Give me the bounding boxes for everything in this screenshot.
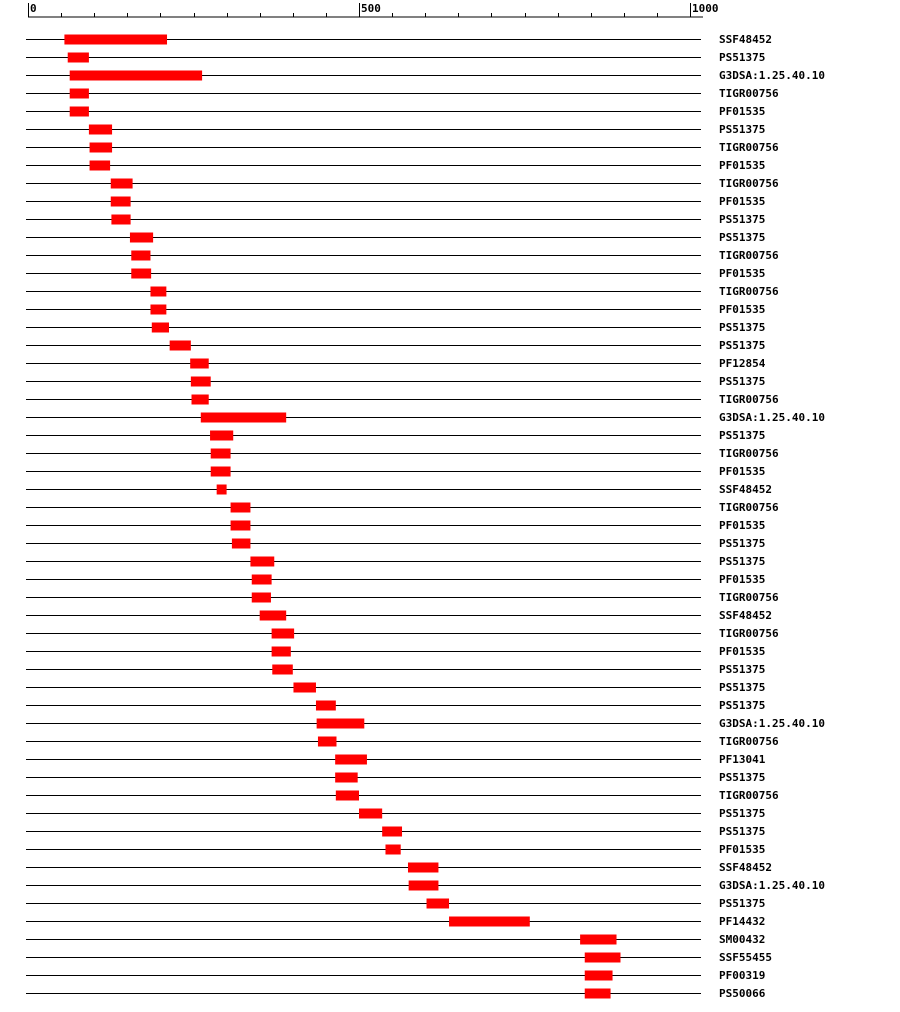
track-label: PF01535	[719, 267, 766, 280]
track-label: PF13041	[719, 753, 766, 766]
domain-bar	[359, 809, 382, 819]
domain-bar	[252, 575, 272, 585]
domain-track-row	[26, 87, 779, 100]
domain-bar	[382, 827, 402, 837]
domain-track-row	[26, 987, 766, 1000]
domain-track-row	[26, 735, 779, 748]
track-label: TIGR00756	[719, 87, 779, 100]
domain-track-row	[26, 663, 765, 676]
domain-bar	[90, 161, 111, 171]
domain-bar	[170, 341, 191, 351]
domain-bar	[316, 701, 336, 711]
track-label: PF01535	[719, 645, 766, 658]
track-label: TIGR00756	[719, 285, 779, 298]
domain-bar	[89, 125, 112, 135]
track-label: PF01535	[719, 159, 766, 172]
domain-bar	[130, 233, 153, 243]
domain-bar	[68, 53, 89, 63]
domain-track-row	[26, 627, 779, 640]
domain-track-row	[26, 231, 765, 244]
domain-bar	[385, 845, 400, 855]
domain-bar	[201, 413, 286, 423]
domain-track-row	[26, 249, 779, 262]
domain-bar	[131, 251, 150, 261]
domain-bar	[211, 449, 231, 459]
domain-bar	[192, 395, 209, 405]
domain-track-row	[26, 933, 765, 946]
domain-track-row	[26, 843, 765, 856]
domain-bar	[272, 647, 291, 657]
domain-track-row	[26, 141, 779, 154]
domain-track-row	[26, 699, 765, 712]
domain-bar	[336, 791, 359, 801]
track-label: TIGR00756	[719, 789, 779, 802]
track-label: TIGR00756	[719, 735, 779, 748]
track-label: PF01535	[719, 105, 766, 118]
domain-bar	[211, 467, 231, 477]
domain-bar	[210, 431, 233, 441]
domain-bar	[317, 719, 365, 729]
domain-bar	[231, 503, 251, 513]
domain-track-row	[26, 339, 765, 352]
domain-bar	[252, 593, 271, 603]
domain-track-row	[26, 195, 765, 208]
track-label: PS51375	[719, 807, 766, 820]
domain-track-row	[26, 483, 772, 496]
track-label: SM00432	[719, 933, 766, 946]
domain-track-row	[26, 303, 765, 316]
domain-bar	[585, 989, 611, 999]
track-label: PS51375	[719, 681, 766, 694]
domain-track-row	[26, 861, 772, 874]
track-label: TIGR00756	[719, 627, 779, 640]
track-label: PS51375	[719, 771, 766, 784]
domain-bar	[318, 737, 337, 747]
track-label: G3DSA:1.25.40.10	[719, 717, 825, 730]
domain-track-row	[26, 519, 765, 532]
domain-track-row	[26, 69, 825, 82]
track-label: PS51375	[719, 231, 766, 244]
domain-track-row	[26, 717, 825, 730]
domain-track-row	[26, 591, 779, 604]
track-label: SSF48452	[719, 861, 772, 874]
domain-tracks	[26, 33, 825, 1000]
domain-bar	[232, 539, 251, 549]
domain-track-row	[26, 879, 825, 892]
domain-track-row	[26, 807, 765, 820]
domain-bar	[150, 305, 166, 315]
domain-track-row	[26, 537, 765, 550]
domain-track-row	[26, 789, 779, 802]
domain-track-row	[26, 285, 779, 298]
domain-bar	[70, 89, 89, 99]
domain-bar	[111, 179, 133, 189]
domain-bar	[131, 269, 151, 279]
domain-bar	[293, 683, 316, 693]
track-label: PF01535	[719, 573, 766, 586]
domain-track-row	[26, 375, 765, 388]
domain-bar	[111, 215, 130, 225]
track-label: G3DSA:1.25.40.10	[719, 411, 825, 424]
domain-track-row	[26, 411, 825, 424]
domain-bar	[409, 881, 439, 891]
track-label: PS51375	[719, 123, 766, 136]
track-label: PS51375	[719, 897, 766, 910]
track-label: TIGR00756	[719, 501, 779, 514]
track-label: PS51375	[719, 555, 766, 568]
track-label: PS51375	[719, 51, 766, 64]
track-label: PS51375	[719, 375, 766, 388]
domain-track-row	[26, 969, 765, 982]
domain-track-row	[26, 51, 765, 64]
domain-track-row	[26, 609, 772, 622]
domain-track-row	[26, 321, 765, 334]
domain-bar	[90, 143, 113, 153]
track-label: PS51375	[719, 537, 766, 550]
track-label: TIGR00756	[719, 591, 779, 604]
domain-bar	[408, 863, 438, 873]
domain-bar	[150, 287, 166, 297]
domain-bar	[190, 359, 209, 369]
domain-bar	[70, 107, 89, 117]
track-label: SSF48452	[719, 33, 772, 46]
domain-bar	[585, 953, 621, 963]
track-label: PF14432	[719, 915, 766, 928]
domain-track-row	[26, 825, 765, 838]
domain-bar	[191, 377, 211, 387]
domain-track-row	[26, 465, 765, 478]
track-label: PS51375	[719, 825, 766, 838]
tick-label: 500	[361, 2, 381, 15]
track-label: TIGR00756	[719, 447, 779, 460]
domain-track-row	[26, 771, 765, 784]
track-label: PF01535	[719, 465, 766, 478]
track-label: PF01535	[719, 843, 766, 856]
domain-bar	[272, 629, 295, 639]
domain-bar	[585, 971, 613, 981]
domain-bar	[64, 35, 167, 45]
domain-bar	[152, 323, 169, 333]
domain-track-row	[26, 393, 779, 406]
domain-track-row	[26, 897, 765, 910]
track-label: TIGR00756	[719, 249, 779, 262]
track-label: PF12854	[719, 357, 766, 370]
domain-bar	[335, 773, 358, 783]
domain-track-row	[26, 501, 779, 514]
domain-bar	[217, 485, 227, 495]
track-label: PS50066	[719, 987, 766, 1000]
track-label: PS51375	[719, 429, 766, 442]
domain-track-row	[26, 267, 765, 280]
domain-track-row	[26, 105, 765, 118]
domain-bar	[427, 899, 450, 909]
domain-track-row	[26, 123, 765, 136]
domain-bar	[231, 521, 251, 531]
domain-bar	[260, 611, 286, 621]
track-label: TIGR00756	[719, 141, 779, 154]
domain-track-row	[26, 159, 765, 172]
track-label: TIGR00756	[719, 393, 779, 406]
domain-bar	[335, 755, 367, 765]
track-label: PF00319	[719, 969, 766, 982]
domain-bar	[70, 71, 202, 81]
domain-track-row	[26, 213, 765, 226]
domain-track-row	[26, 555, 765, 568]
domain-bar	[111, 197, 131, 207]
track-label: SSF48452	[719, 609, 772, 622]
domain-bar	[272, 665, 293, 675]
track-label: PS51375	[719, 321, 766, 334]
domain-track-row	[26, 645, 765, 658]
domain-track-row	[26, 177, 779, 190]
domain-track-row	[26, 573, 765, 586]
track-label: G3DSA:1.25.40.10	[719, 69, 825, 82]
domain-track-row	[26, 915, 765, 928]
domain-bar	[580, 935, 616, 945]
domain-bar	[449, 917, 530, 927]
domain-track-row	[26, 429, 765, 442]
track-label: PF01535	[719, 303, 766, 316]
domain-track-row	[26, 33, 772, 46]
track-label: G3DSA:1.25.40.10	[719, 879, 825, 892]
track-label: SSF55455	[719, 951, 772, 964]
track-label: PF01535	[719, 195, 766, 208]
track-label: PS51375	[719, 663, 766, 676]
domain-track-row	[26, 753, 766, 766]
domain-track-row	[26, 681, 765, 694]
track-label: PF01535	[719, 519, 766, 532]
domain-track-row	[26, 951, 772, 964]
domain-track-row	[26, 447, 779, 460]
track-label: TIGR00756	[719, 177, 779, 190]
track-label: PS51375	[719, 213, 766, 226]
track-label: PS51375	[719, 699, 766, 712]
domain-track-row	[26, 357, 766, 370]
track-label: PS51375	[719, 339, 766, 352]
scale-axis	[28, 2, 719, 17]
tick-label: 0	[30, 2, 37, 15]
track-label: SSF48452	[719, 483, 772, 496]
tick-label: 1000	[692, 2, 719, 15]
domain-bar	[250, 557, 274, 567]
